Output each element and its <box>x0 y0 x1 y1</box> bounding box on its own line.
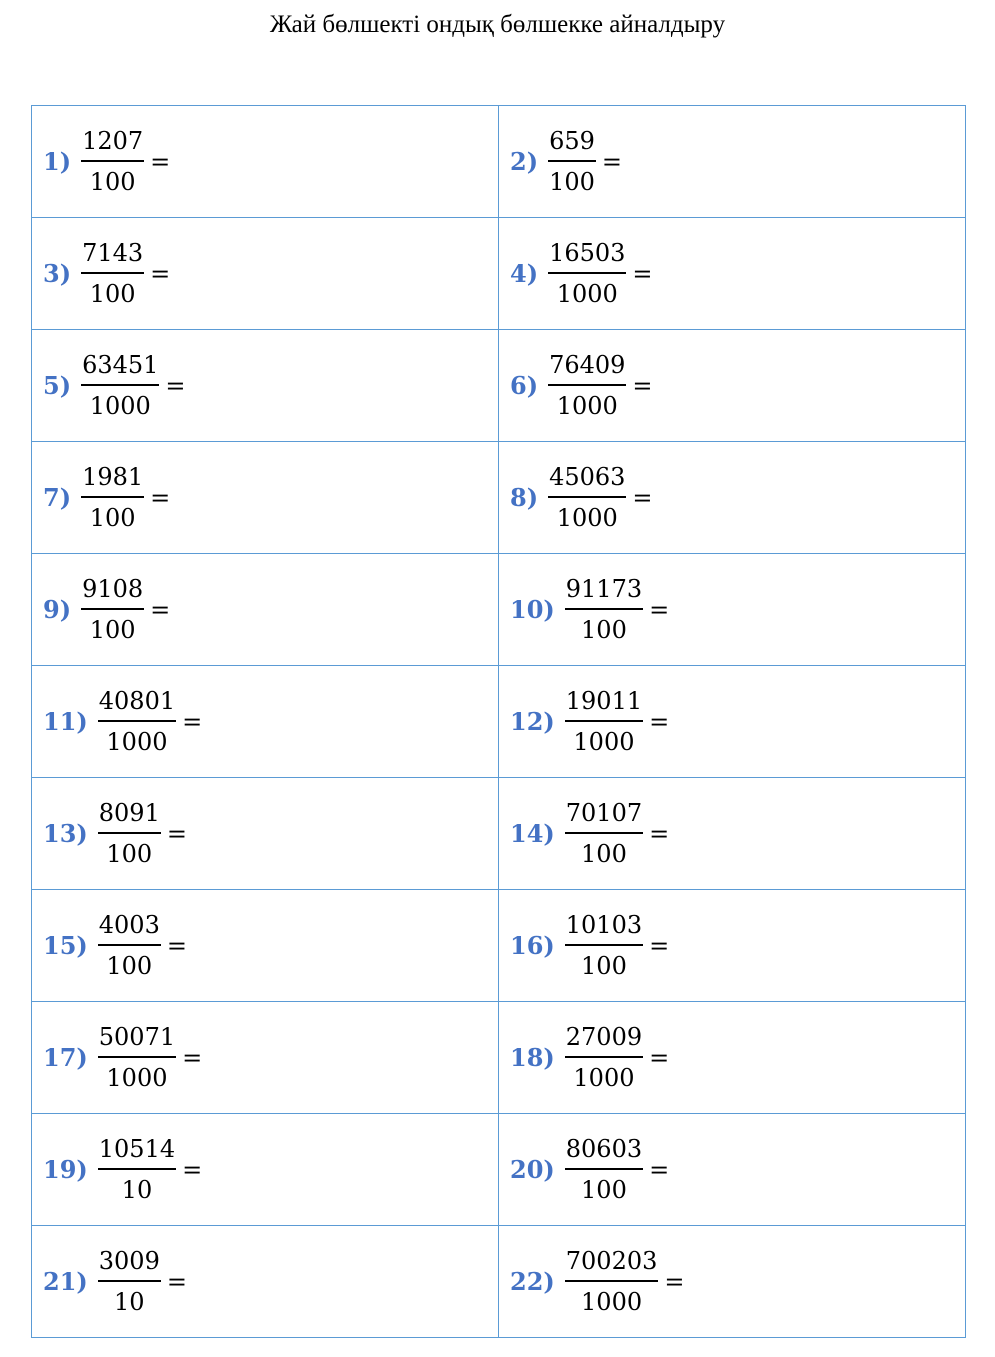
exercise-cell <box>32 442 499 554</box>
table-row <box>32 442 966 554</box>
fraction-denominator: 100 <box>549 168 595 196</box>
fraction-denominator: 100 <box>89 616 136 644</box>
exercise-cell <box>499 554 966 666</box>
exercise-cell <box>499 442 966 554</box>
exercise-number: 11) <box>43 707 88 736</box>
equals-sign: = <box>649 595 670 624</box>
exercise-item <box>32 442 498 553</box>
table-row <box>32 106 966 218</box>
exercise-number: 9) <box>43 595 72 624</box>
equals-sign: = <box>150 595 171 624</box>
fraction-bar <box>548 272 626 274</box>
exercise-item <box>32 1002 498 1113</box>
fraction-numerator: 45063 <box>549 463 626 491</box>
equals-sign: = <box>649 819 670 848</box>
equals-sign: = <box>166 931 187 960</box>
table-row <box>32 1226 966 1338</box>
fraction-numerator: 8091 <box>98 799 160 827</box>
exercise-item <box>499 218 965 329</box>
exercise-cell <box>32 778 499 890</box>
fraction-bar <box>548 384 626 386</box>
fraction-bar <box>98 944 161 946</box>
fraction-numerator: 1981 <box>82 463 144 491</box>
fraction <box>548 127 596 196</box>
exercise-number: 14) <box>510 819 555 848</box>
fraction <box>548 239 626 308</box>
fraction-bar <box>98 720 176 722</box>
fraction-bar <box>548 160 596 162</box>
fraction-bar <box>98 1280 161 1282</box>
equals-sign: = <box>649 1155 670 1184</box>
table-row <box>32 666 966 778</box>
exercise-number: 19) <box>43 1155 88 1184</box>
exercise-cell <box>32 1114 499 1226</box>
exercise-cell <box>499 330 966 442</box>
fraction-bar <box>565 1168 643 1170</box>
fraction <box>98 1135 176 1204</box>
fraction-bar <box>565 1280 659 1282</box>
exercise-number: 5) <box>43 371 72 400</box>
fraction <box>81 351 159 420</box>
fraction-denominator: 100 <box>581 1176 627 1204</box>
fraction-denominator: 1000 <box>573 1064 635 1092</box>
exercise-cell <box>499 1002 966 1114</box>
exercise-cell <box>499 1114 966 1226</box>
exercise-item <box>499 778 965 889</box>
exercise-item <box>499 1226 965 1337</box>
exercise-cell <box>32 330 499 442</box>
exercise-number: 17) <box>43 1043 88 1072</box>
exercise-cell <box>499 106 966 218</box>
exercise-number: 1) <box>43 147 72 176</box>
exercise-item <box>499 1114 965 1225</box>
exercise-item <box>32 330 498 441</box>
exercise-number: 16) <box>510 931 555 960</box>
fraction-numerator: 9108 <box>82 575 144 603</box>
fraction-numerator: 27009 <box>565 1023 643 1051</box>
fraction-denominator: 100 <box>89 280 136 308</box>
fraction-numerator: 659 <box>549 127 595 155</box>
fraction-denominator: 1000 <box>556 392 618 420</box>
fraction-denominator: 1000 <box>556 280 618 308</box>
fraction-denominator: 100 <box>106 840 153 868</box>
fraction <box>98 1247 161 1316</box>
fraction <box>98 687 176 756</box>
exercise-number: 3) <box>43 259 72 288</box>
equals-sign: = <box>664 1267 685 1296</box>
exercise-number: 20) <box>510 1155 555 1184</box>
exercise-cell <box>32 106 499 218</box>
equals-sign: = <box>632 483 653 512</box>
fraction-bar <box>565 944 643 946</box>
equals-sign: = <box>150 483 171 512</box>
exercise-table <box>31 105 966 1338</box>
fraction-denominator: 1000 <box>89 392 151 420</box>
table-row <box>32 218 966 330</box>
fraction-numerator: 80603 <box>565 1135 643 1163</box>
fraction-denominator: 1000 <box>106 728 168 756</box>
exercise-item <box>32 1226 498 1337</box>
fraction-numerator: 50071 <box>98 1023 176 1051</box>
fraction <box>565 799 643 868</box>
exercise-item <box>499 890 965 1001</box>
fraction-numerator: 76409 <box>549 351 626 379</box>
exercise-number: 13) <box>43 819 88 848</box>
fraction-denominator: 1000 <box>573 728 635 756</box>
fraction-bar <box>98 1056 176 1058</box>
fraction-bar <box>565 608 643 610</box>
equals-sign: = <box>150 259 171 288</box>
fraction-denominator: 1000 <box>106 1064 168 1092</box>
fraction-numerator: 7143 <box>82 239 144 267</box>
worksheet-title: Жай бөлшекті ондық бөлшекке айналдыру <box>269 11 726 38</box>
equals-sign: = <box>166 819 187 848</box>
fraction-denominator: 100 <box>581 952 627 980</box>
table-row <box>32 554 966 666</box>
exercise-item <box>32 218 498 329</box>
fraction <box>548 351 626 420</box>
fraction <box>98 799 161 868</box>
equals-sign: = <box>182 1043 203 1072</box>
fraction-numerator: 700203 <box>565 1247 658 1275</box>
exercise-item <box>32 554 498 665</box>
equals-sign: = <box>150 147 171 176</box>
fraction-numerator: 4003 <box>98 911 160 939</box>
fraction <box>565 1135 643 1204</box>
table-row <box>32 330 966 442</box>
exercise-item <box>32 666 498 777</box>
table-row <box>32 778 966 890</box>
fraction-denominator: 10 <box>121 1176 153 1204</box>
exercise-number: 15) <box>43 931 88 960</box>
exercise-item <box>499 330 965 441</box>
exercise-cell <box>499 666 966 778</box>
fraction <box>81 127 144 196</box>
exercise-number: 22) <box>510 1267 555 1296</box>
exercise-cell <box>32 666 499 778</box>
fraction-bar <box>98 832 161 834</box>
exercise-item <box>499 666 965 777</box>
fraction <box>81 463 144 532</box>
fraction-denominator: 1000 <box>581 1288 643 1316</box>
exercise-cell <box>32 890 499 1002</box>
exercise-number: 18) <box>510 1043 555 1072</box>
fraction <box>565 1023 643 1092</box>
fraction-denominator: 100 <box>581 616 627 644</box>
exercise-cell <box>499 890 966 1002</box>
exercise-cell <box>32 554 499 666</box>
fraction-bar <box>565 1056 643 1058</box>
exercise-cell <box>32 1002 499 1114</box>
exercise-number: 2) <box>510 147 539 176</box>
fraction-numerator: 40801 <box>98 687 176 715</box>
equals-sign: = <box>632 371 653 400</box>
fraction <box>81 575 144 644</box>
exercise-cell <box>32 1226 499 1338</box>
equals-sign: = <box>649 707 670 736</box>
fraction <box>565 575 643 644</box>
exercise-cell <box>32 218 499 330</box>
exercise-item <box>32 778 498 889</box>
exercise-number: 10) <box>510 595 555 624</box>
exercise-number: 8) <box>510 483 539 512</box>
exercise-number: 12) <box>510 707 555 736</box>
fraction-numerator: 3009 <box>98 1247 160 1275</box>
exercise-item <box>499 442 965 553</box>
exercise-number: 7) <box>43 483 72 512</box>
fraction-denominator: 100 <box>581 840 627 868</box>
fraction-bar <box>81 272 144 274</box>
fraction-numerator: 63451 <box>82 351 159 379</box>
exercise-item <box>32 106 498 217</box>
exercise-item <box>499 554 965 665</box>
fraction-numerator: 10514 <box>98 1135 176 1163</box>
fraction-bar <box>565 832 643 834</box>
fraction <box>565 911 643 980</box>
equals-sign: = <box>166 1267 187 1296</box>
equals-sign: = <box>165 371 186 400</box>
fraction-numerator: 70107 <box>565 799 643 827</box>
equals-sign: = <box>182 1155 203 1184</box>
exercise-cell <box>499 218 966 330</box>
exercise-number: 21) <box>43 1267 88 1296</box>
fraction-bar <box>565 720 643 722</box>
fraction <box>81 239 144 308</box>
exercise-item <box>499 1002 965 1113</box>
fraction <box>98 911 161 980</box>
fraction-denominator: 100 <box>106 952 153 980</box>
fraction-numerator: 1207 <box>82 127 144 155</box>
equals-sign: = <box>649 931 670 960</box>
fraction-bar <box>81 608 144 610</box>
equals-sign: = <box>601 147 622 176</box>
fraction-denominator: 100 <box>89 168 136 196</box>
fraction-denominator: 100 <box>89 504 136 532</box>
table-row <box>32 890 966 1002</box>
fraction-bar <box>548 496 626 498</box>
fraction-numerator: 19011 <box>565 687 643 715</box>
exercise-item <box>32 890 498 1001</box>
fraction <box>565 687 643 756</box>
fraction-numerator: 10103 <box>565 911 643 939</box>
fraction <box>565 1247 659 1316</box>
exercise-number: 6) <box>510 371 539 400</box>
exercise-item <box>32 1114 498 1225</box>
equals-sign: = <box>632 259 653 288</box>
equals-sign: = <box>182 707 203 736</box>
exercise-number: 4) <box>510 259 539 288</box>
equals-sign: = <box>649 1043 670 1072</box>
fraction-bar <box>98 1168 176 1170</box>
fraction-denominator: 10 <box>114 1288 145 1316</box>
exercise-item <box>499 106 965 217</box>
fraction-bar <box>81 160 144 162</box>
exercise-cell <box>499 778 966 890</box>
fraction-bar <box>81 496 144 498</box>
table-row <box>32 1002 966 1114</box>
fraction <box>548 463 626 532</box>
table-row <box>32 1114 966 1226</box>
exercise-cell <box>499 1226 966 1338</box>
fraction-denominator: 1000 <box>556 504 618 532</box>
fraction-bar <box>81 384 159 386</box>
fraction <box>98 1023 176 1092</box>
fraction-numerator: 91173 <box>565 575 643 603</box>
fraction-numerator: 16503 <box>549 239 626 267</box>
